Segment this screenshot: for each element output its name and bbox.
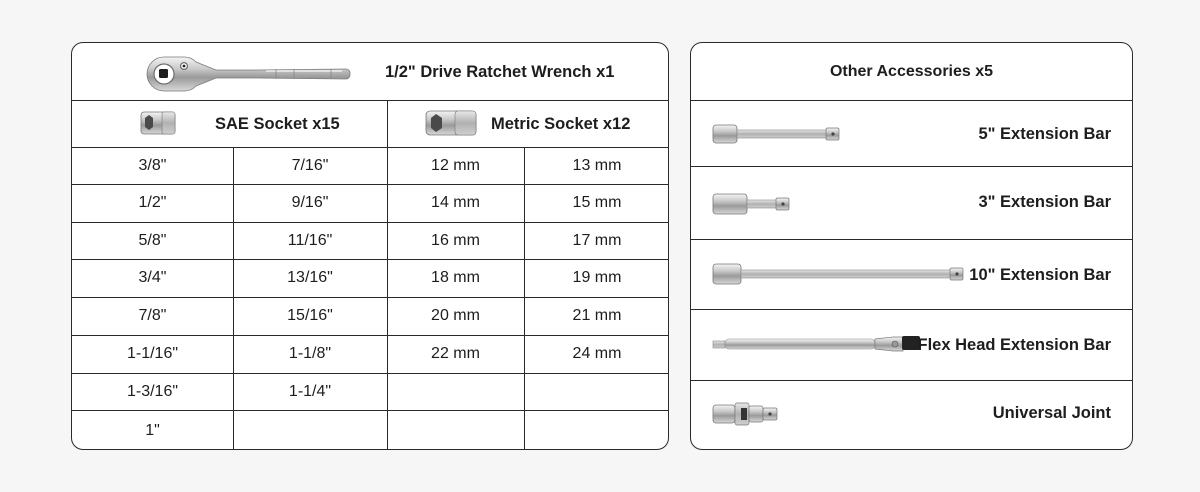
metric-size — [524, 373, 669, 410]
metric-size — [387, 373, 524, 410]
sae-size: 1" — [145, 421, 160, 439]
sae-size: 9/16" — [291, 194, 329, 211]
accessory-label: 5" Extension Bar — [978, 125, 1111, 143]
extension-bar-icon — [712, 192, 792, 216]
divider — [691, 239, 1132, 240]
sae-size: 7/16" — [291, 156, 329, 174]
socket-set-table — [71, 42, 669, 450]
metric-size: 15 mm — [572, 194, 622, 211]
sae-size: 1-1/4" — [288, 382, 332, 400]
sae-size: 1-1/8" — [288, 345, 332, 362]
metric-size: 20 mm — [431, 307, 480, 324]
universal-joint-icon — [712, 401, 782, 427]
sae-size — [233, 410, 387, 450]
accessory-label: Universal Joint — [992, 404, 1111, 422]
accessory-label: 3" Extension Bar — [978, 193, 1111, 211]
metric-size — [387, 410, 524, 450]
metric-size: 19 mm — [572, 269, 622, 286]
divider — [691, 380, 1132, 381]
accessories-title: Other Accessories x5 — [829, 62, 994, 80]
metric-size: 14 mm — [431, 194, 480, 211]
extension-bar-icon — [712, 262, 966, 286]
metric-socket-header: Metric Socket x12 — [491, 115, 631, 133]
socket-icon — [425, 110, 477, 136]
socket-icon — [140, 111, 176, 135]
flex-head-bar-icon — [712, 332, 924, 356]
sae-size: 3/8" — [138, 156, 167, 174]
metric-size: 16 mm — [431, 231, 480, 249]
metric-size: 22 mm — [431, 345, 480, 362]
metric-size — [524, 410, 669, 450]
metric-size: 13 mm — [572, 156, 622, 174]
sae-size: 11/16" — [287, 231, 333, 249]
sae-size: 1/2" — [138, 194, 167, 211]
sae-size: 13/16" — [287, 269, 333, 286]
extension-bar-icon — [712, 123, 842, 145]
sae-size: 5/8" — [138, 231, 167, 249]
ratchet-label: 1/2" Drive Ratchet Wrench x1 — [385, 63, 615, 81]
metric-size: 21 mm — [572, 307, 622, 324]
sae-size: 3/4" — [138, 269, 167, 286]
sae-size: 15/16" — [287, 307, 333, 324]
metric-size: 24 mm — [572, 345, 622, 362]
sae-size: 1-3/16" — [126, 382, 179, 400]
divider — [72, 100, 668, 101]
sae-size: 1-1/16" — [126, 345, 179, 362]
accessory-label: 10" Extension Bar — [969, 266, 1111, 284]
sae-socket-header: SAE Socket x15 — [215, 115, 340, 133]
accessory-label: Flex Head Extension Bar — [917, 336, 1111, 354]
metric-size: 18 mm — [431, 269, 480, 286]
metric-size: 17 mm — [572, 231, 622, 249]
divider — [691, 100, 1132, 101]
sae-size: 7/8" — [138, 307, 167, 324]
accessories-table — [690, 42, 1133, 450]
divider — [691, 166, 1132, 167]
metric-size: 12 mm — [431, 156, 480, 174]
ratchet-wrench-icon — [146, 55, 356, 91]
divider — [691, 309, 1132, 310]
